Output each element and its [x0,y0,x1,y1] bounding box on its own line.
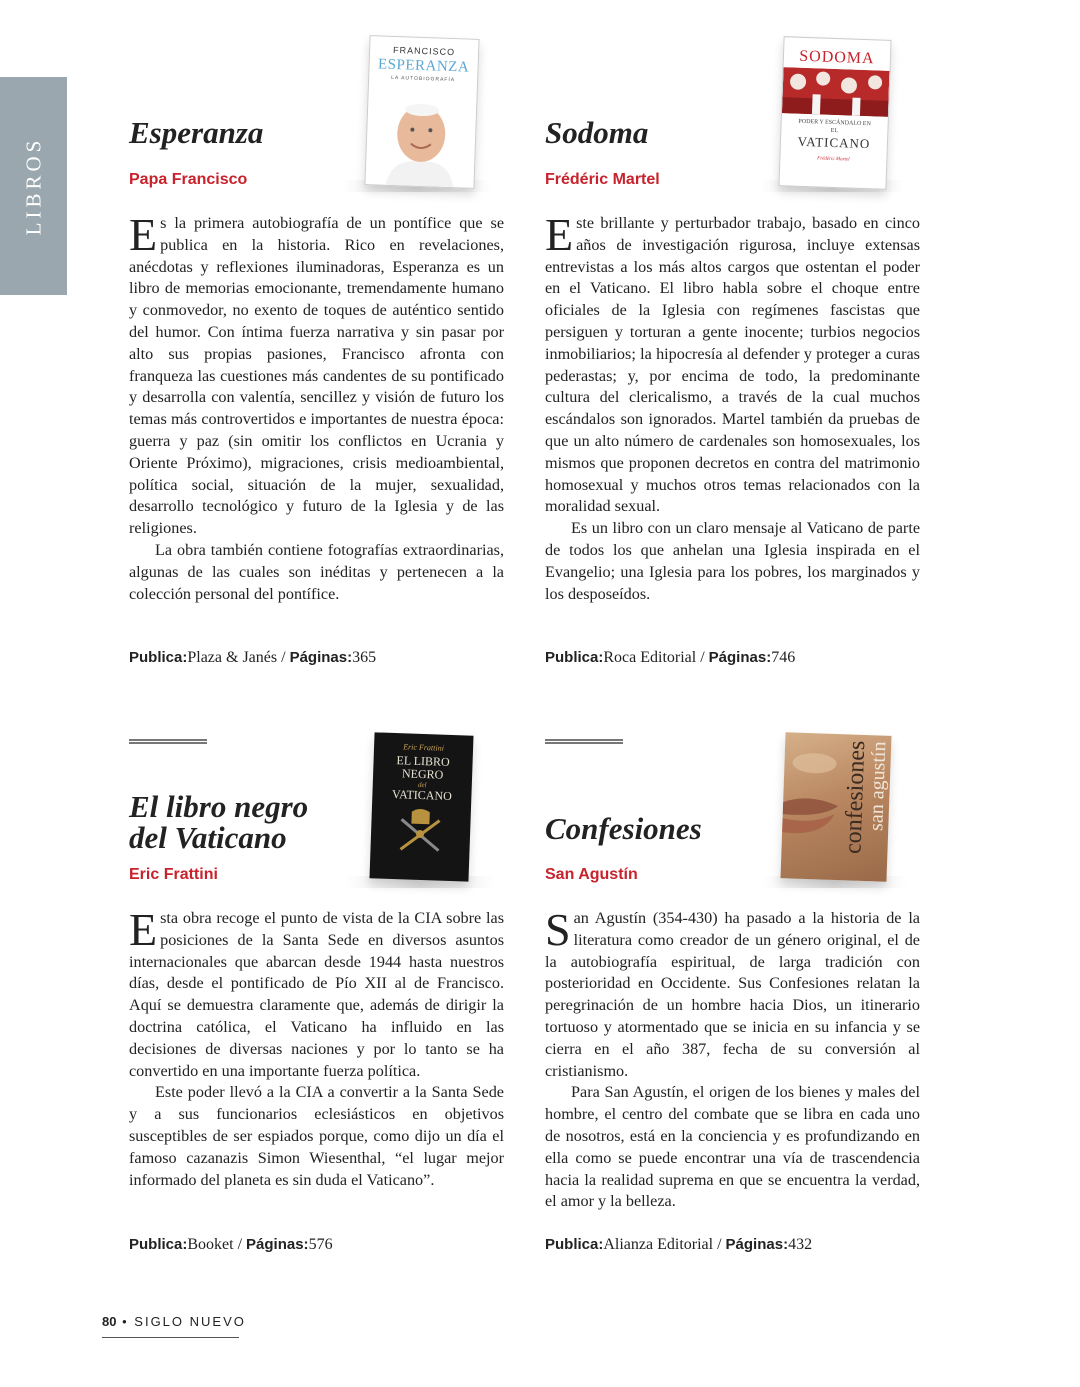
papal-emblem-icon [370,804,471,853]
paragraph-text: ste brillante y perturbador trabajo, basado en cinco años de investigación rigurosa, incluye extensas entrevistas a los más altos cargos que ostentan el poder en el Vaticano. El libro habla sobre el choque entre oficiales de la Iglesia con regímenes fascistas que persiguen y torturan a gente inocente; turbios negocios inmobiliarios; la hipocresía al defender y proteger a curas pederastas; y, por encima de todo, la predominante cultura del clericalismo, a través de la cual muchos escándalos son ignorados. Martel también da pruebas de que un alto número de cardenales son homosexuales, los mismos que proponen decretos en contra del matrimonio homosexual y muchos otros temas relacionados con la moralidad sexual. [545,214,920,516]
drop-cap: S [545,904,571,955]
title-line-2: del Vaticano [129,820,287,855]
publication-info: Publica:Alianza Editorial / Páginas:432 [545,1236,813,1253]
cover-title-2: VATICANO [797,133,871,152]
cover-subtitle: LA AUTOBIOGRAFÍA [391,74,456,84]
paragraph-text: an Agustín (354-430) ha pasado a la historia de la literatura como creador de un género original, el de la autobiografía espiritual, de larga tradición con posterioridad en Occidente. Sus Confesiones relatan la peregrinación de un hombre hacia Dios, un itinerario tortuoso y atormentado que se inicia en su infancia y se cierra en el año 387, fecha de su conversión al cristianismo. [545,909,920,1080]
pages: 576 [308,1236,333,1253]
review-paragraph: Es un libro con un claro mensaje al Vaticano de parte de todos los que anhelan una Iglesia inspirada en el Evangelio; una Iglesia para los pobres, los marginados y los desposeídos. [545,519,920,603]
cover-title: ESPERANZA [377,56,470,76]
section-tab-label: LIBROS [21,136,45,236]
review-body [545,904,920,1213]
pages-label: Páginas: [246,1236,309,1253]
publisher-label: Publica: [129,1236,188,1253]
review-body [129,209,504,605]
review-author: Papa Francisco [129,171,248,188]
paragraph-text: s la primera autobiografía de un pontífice que se publica en la historia. Rico en revelaciones, anécdotas y reflexiones iluminadoras, Esperanza es un libro de memorias emocionante, tremendamente humano y conmovedor, no exento de toques de auténtico sentido del humor. Con íntima fuerza narrativa y sin pasar por alto sus propias pasiones, Francisco afronta con franqueza las cuestiones más candentes de su pontificado y desarrolla con valentía, sencillez y visión de futuro los temas más controvertidos e importantes de nuestra época: guerra y paz (sin omitir los conflictos en Ucrania y Oriente Próximo), migraciones, crisis medioambiental, política social, situación de la mujer, sexualidad, desarrollo tecnológico y futuro de la Iglesia y de las religiones. [129,214,504,538]
review-paragraph [545,209,920,518]
book-cover-sodoma [778,36,891,190]
page-number: 80 [102,1314,117,1329]
pages-label: Páginas: [708,649,772,666]
review-author: Frédéric Martel [545,171,660,188]
publisher: Booket [187,1236,234,1253]
publisher: Roca Editorial [603,649,697,666]
cover-author: FRANCISCO [392,44,456,58]
review-title: Confesiones [545,811,702,846]
section-divider [545,739,623,744]
publisher: Alianza Editorial [603,1236,714,1253]
cover-author: Eric Frattini [403,742,445,753]
review-paragraph [129,209,504,540]
review-title [129,791,308,853]
footer-rule [102,1337,239,1338]
review-paragraph: Este poder llevó a la CIA a convertir a la Santa Sede y a sus funcionarios eclesiásticos en objetivos susceptibles de ser espiados porque, como dijo un día el famoso cazanazis Simon Wiesenthal, “el lugar mejor informado del planeta es sin duda el Vaticano”. [129,1083,504,1189]
drop-cap: E [129,904,158,955]
review-body [545,209,920,605]
cover-title: confesiones [840,740,871,855]
cover-subtitle: PODER Y ESCÁNDALO EN EL [798,118,871,135]
drop-cap: E [129,209,158,260]
review-body [129,904,504,1191]
section-divider [129,739,207,744]
review-paragraph [129,904,504,1082]
section-tab [0,77,67,295]
book-cover-esperanza [364,35,479,189]
cover-title-3: del [417,780,427,790]
pages: 365 [352,649,377,666]
book-cover-confesiones [780,732,891,882]
footer-separator: • [122,1314,129,1329]
review-paragraph: La obra también contiene fotografías extraordinarias, algunas de las cuales son inéditas y pertenecen a la colección personal del pontífice. [129,540,504,603]
cover-title-4: VATICANO [391,786,453,804]
pages: 746 [771,649,796,666]
publisher: Plaza & Janés [187,649,278,666]
publisher-label: Publica: [545,1236,604,1253]
cover-title: SODOMA [798,47,875,68]
publisher-label: Publica: [129,649,188,666]
review-title: Esperanza [129,115,264,150]
cover-title-1: EL LIBRO [396,753,450,769]
pope-portrait-image [365,84,476,188]
publication-info: Publica:Roca Editorial / Páginas:746 [545,649,796,666]
title-line-1: El libro negro [129,789,309,824]
cover-title-2: NEGRO [401,766,444,782]
magazine-name: SIGLO NUEVO [134,1314,246,1329]
publication-info: Publica:Booket / Páginas:576 [129,1236,333,1253]
cardinals-image [782,67,890,117]
publisher-label: Publica: [545,649,604,666]
pages: 432 [788,1236,813,1253]
page-footer [102,1314,246,1329]
drop-cap: E [545,209,574,260]
review-title: Sodoma [545,115,649,150]
pages-label: Páginas: [289,649,353,666]
review-author: Eric Frattini [129,866,218,883]
pages-label: Páginas: [725,1236,789,1253]
cover-author: san agustín [865,741,891,832]
review-author: San Agustín [545,866,638,883]
book-cover-libro-negro [369,732,473,881]
review-paragraph: Para San Agustín, el origen de los bienes y males del hombre, el centro del combate que se libra en cada uno de nosotros, está en la conciencia y es profundizando en ella como se puede encontrar una vía de trascendencia hacia la realidad suprema en que se encuentra la verdad, el amor y la belleza. [545,1083,920,1211]
cover-author: Frédéric Martel [817,156,850,163]
publication-info: Publica:Plaza & Janés / Páginas:365 [129,649,377,666]
paragraph-text: sta obra recoge el punto de vista de la CIA sobre las posiciones de la Santa Sede en diversos asuntos internacionales que abarcan desde 1944 hasta nuestros días, desde el pontificado de Pío XII al de Francisco. Aquí se demuestra claramente que, además de dirigir la doctrina católica, el Vaticano ha influido en las decisiones de diversas naciones y por lo tanto se ha convertido en una importante fuerza política. [129,909,504,1080]
review-paragraph [545,904,920,1082]
